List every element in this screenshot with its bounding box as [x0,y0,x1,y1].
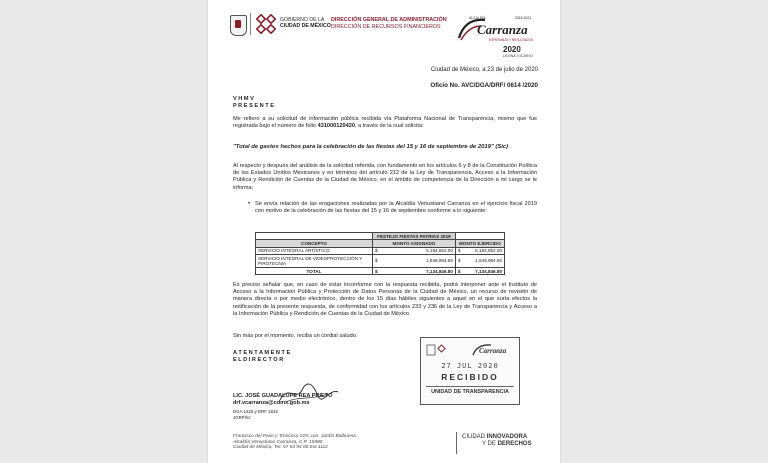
row-spent: 1,949,994.80 [466,255,505,268]
total-label: TOTAL [256,268,373,275]
footer-address-2: Alcaldía Venustiano Carranza, C.P. 15900 [233,439,323,445]
department-label [331,17,451,30]
header-divider [250,13,251,35]
alcaldia-carranza-logo [455,14,537,46]
alcaldia-tag-label: ESPERANZA Y RESULTADOS [489,38,534,42]
footer-address-1: Francisco del Paso y Troncoso 219, con. Jardín Balbuena, [233,434,358,439]
paragraph-2: Al respecto y después del análisis de la solicitud referida, con fundamento en los artículos 6 y 8 de la Constitución Política de los Estados Unidos Mexicanos y en términos del artículo 212 de la Ley de Transparencia, Acceso a la Información Pública y Rendición de Cuentas de la Ciudad de México, en el ámbito de competencia de la Dirección a mi cargo se le informa: [233,163,537,191]
bullet-paragraph: Se envía relación de las erogaciones realizadas por la Alcaldía Venustiano Carranza en el ejercicio fiscal 2019 con motivo de la celebración de las fiestas del 15 y 16 de septiembre conforme a lo siguiente: [255,201,537,215]
table-caption: FESTEJO FIESTAS PATRIAS 2019 [373,233,456,240]
currency-symbol: $ [373,268,384,275]
footer-address [233,434,357,451]
coat-of-arms-icon [230,15,247,36]
total-spent: 7,134,846.80 [466,268,505,275]
signer-email: drf.vcarranza@cdmx.gob.mx [233,400,310,406]
year-logo-number: 2020 [503,45,521,54]
stamp-unit: UNIDAD DE TRANSPARENCIA [426,386,514,395]
reference-numbers: DGA 1420 y DRF 1632 [233,409,278,414]
gov-line-2: CIUDAD DE MÉXICO [280,23,331,29]
table-total-row [256,268,505,275]
currency-symbol: $ [373,247,384,254]
footer-address-3: Ciudad de México, Tel. 57 64 94 00 Ext.1112 [233,445,328,451]
expenses-table [255,232,505,275]
paragraph-3: Es preciso señalar que, en caso de estar inconforme con la respuesta recibida, podrá interponer ante el Instituto de Acceso a la Información Pública y Protección de Datos Personas de la Ciudad de México, un recurso de revisión de manera directa o por medio electrónico, dentro de los 15 días hábiles siguientes a aquel en el que surta efectos la notificación de la presente respuesta, de conformidad con los artículos 233 y 236 de la Ley de Transparencia y Acceso a la Información Pública y Rendición de Cuentas de la Ciudad de México. [233,282,537,317]
stamp-date: 27 JUL 2020 [441,362,499,370]
table-row [256,255,505,268]
footer-divider [456,432,457,454]
currency-symbol: $ [373,255,384,268]
table-row [256,247,505,254]
year-2020-logo [503,45,533,58]
motto-part-c: Y DE [482,441,498,447]
stamp-alcaldia-name: Carranza [479,347,507,355]
currency-symbol: $ [455,268,466,275]
year-logo-subtitle: LEONA VICARIO [503,54,534,58]
motto-part-a: CIUDAD [462,434,487,440]
paragraph-1-text-b: , a través de la cual solicita: [354,123,424,130]
row-assigned: 5,184,852.00 [383,247,455,254]
row-assigned: 1,949,994.80 [383,255,455,268]
letter-page [208,0,560,463]
footer-motto [462,434,532,448]
col-header-concept: CONCEPTO [256,240,373,247]
currency-symbol: $ [455,247,466,254]
gov-label [280,17,331,29]
stamp-received: RECIBIDO [441,372,499,382]
initials: JGRP/lcr [233,415,251,420]
col-header-assigned: MONTO ASIGNADO [373,240,456,247]
signer-name: LIC. JOSÉ GUADALUPE REA PRIETO [233,393,333,399]
motto-part-b: INNOVADORA [486,434,528,440]
request-quote: "Total de gastos hechos para la celebración de las fiestas del 15 y 16 de septiembre de 2019" (Sic) [233,144,509,150]
total-assigned: 7,134,846.80 [383,268,455,275]
paragraph-1-text-a: Me refiero a su solicitud de información pública recibida vía Plataforma Nacional de Transparencia, mismo que fue registrada bajo el número de folio [233,116,537,130]
paragraph-1 [233,116,537,130]
presente-label: P R E S E N T E [233,103,274,109]
alcaldia-years-label: 2018-2021 [515,16,532,20]
folio-number: 431000120420 [317,123,355,130]
oficio-number: Oficio No. AVC/DGA/DRF/ 0614 /2020 [430,82,538,89]
cdmx-logo-icon [256,14,276,34]
row-concept: SERVICIO INTEGRAL ARTÍSTICO [256,247,373,254]
reception-stamp [420,337,520,405]
stamp-logos-icon [425,342,515,358]
atentamente-label: A T E N T A M E N T E [233,350,291,356]
dga-line-2: DIRECCIÓN DE RECURSOS FINANCIEROS [331,23,441,30]
gov-line-1: GOBIERNO DE LA [280,17,325,23]
date-line: Ciudad de México, a 23 de julio de 2020 [430,67,538,73]
row-spent: 5,184,852.00 [466,247,505,254]
bullet-icon: • [248,201,251,207]
alcaldia-small-label: ALCALDÍA [469,16,486,20]
col-header-spent: MONTO EJERCIDO [455,240,504,247]
currency-symbol: $ [455,255,466,268]
alcaldia-name-label: Carranza [477,22,528,37]
director-label: E L D I R E C T O R [233,357,284,363]
row-concept: SERVICIO INTEGRAL DE VIDEOPROYECCIÓN Y PIROTECNIA [256,255,373,268]
recipient-name: V H M V [233,96,254,102]
motto-part-d: DERECHOS [497,441,532,447]
dga-line-1: DIRECCIÓN GENERAL DE ADMINISTRACIÓN [331,17,447,23]
closing-line: Sin más por el momento, reciba un cordial saludo. [233,333,358,339]
